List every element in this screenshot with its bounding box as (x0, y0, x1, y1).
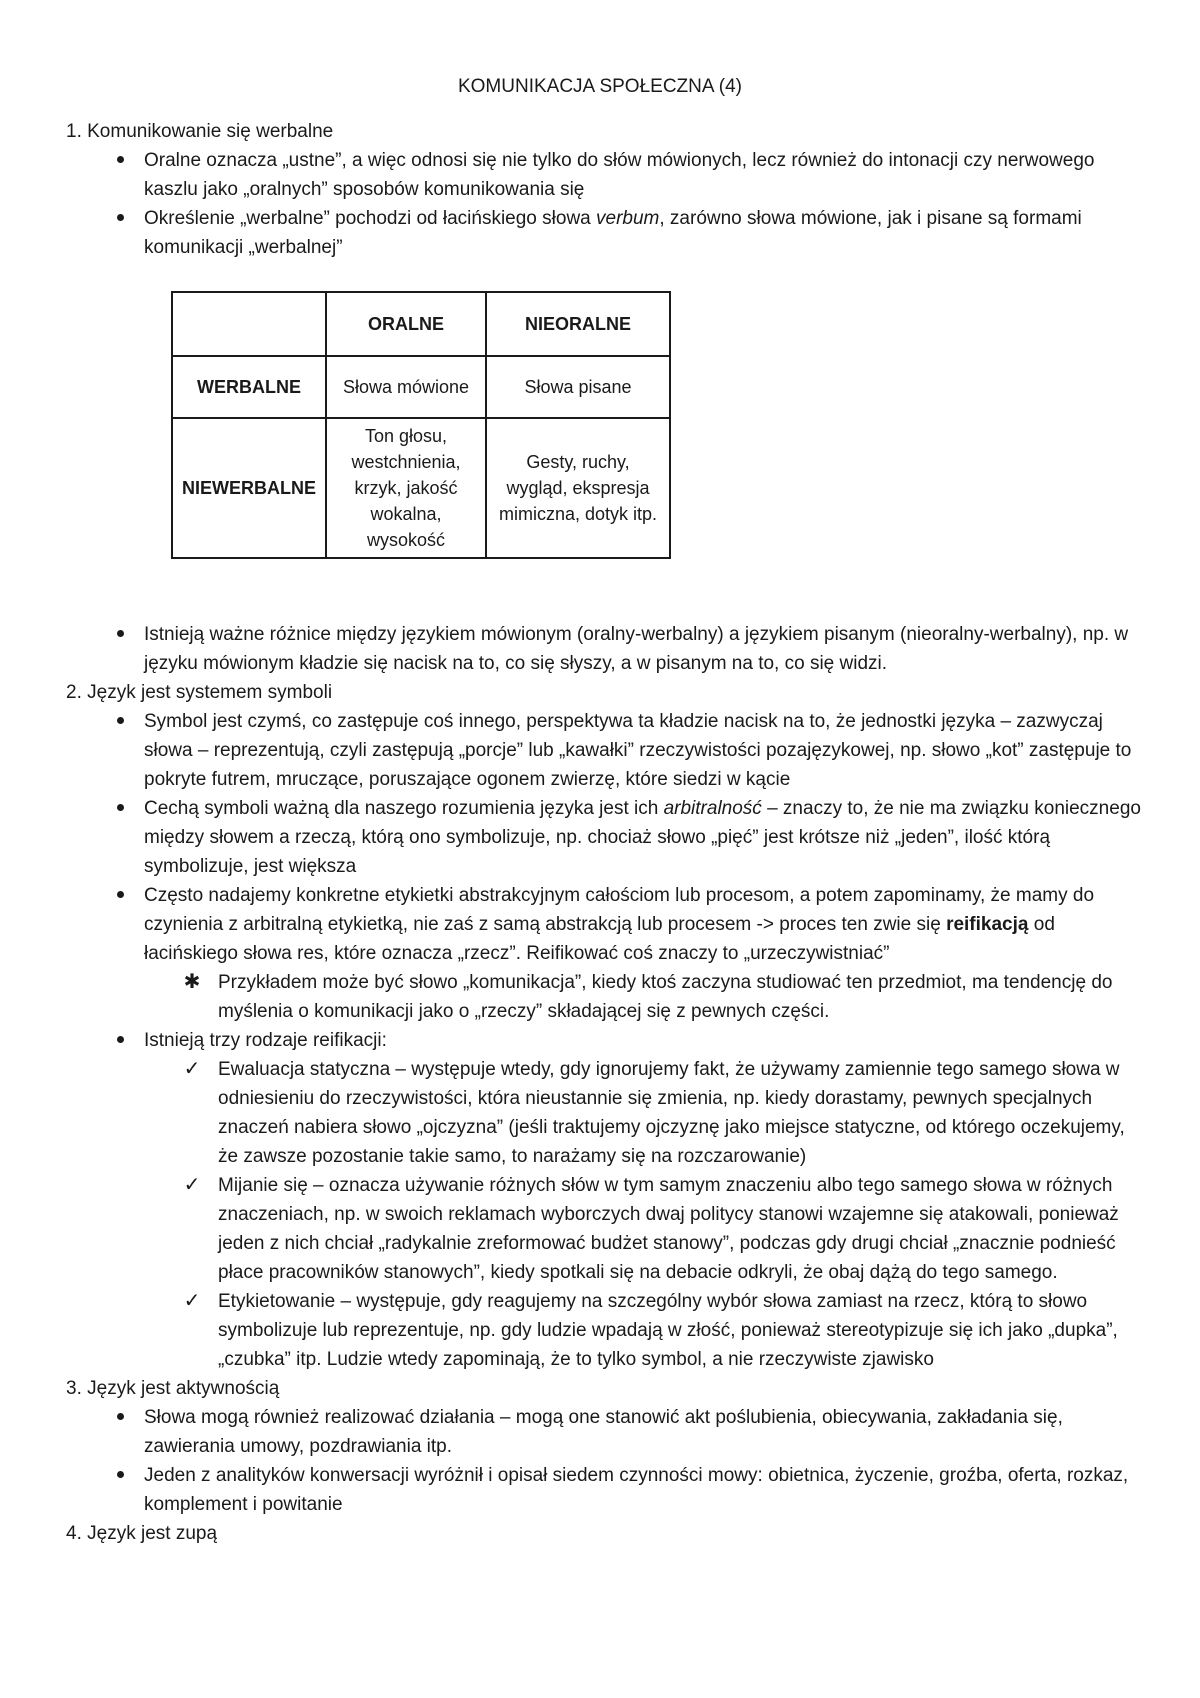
bullet-icon (110, 204, 130, 233)
sub-list-item (66, 1287, 1146, 1374)
section-4-heading: 4. Język jest zupą (66, 1523, 218, 1544)
page-title: KOMUNIKACJA SPOŁECZNA (4) (457, 76, 742, 97)
section-3-heading: 3. Język jest aktywnością (66, 1378, 280, 1399)
list-item-text: Mijanie się – oznacza używanie różnych słów w tym samym znaczeniu albo tego samego słowa w różnych znaczeniach, np. w swoich reklamach wyborczych dwaj politycy stanowi wzajemne się atakowali, ponieważ jeden z nich chciał „radykalnie zreformować budżet stanowy”, podczas gdy drugi chciał „znacznie podnieść płace pracowników stanowych”, kiedy spotkali się na debacie odkryli, że obaj dążą do tego samego. (218, 1175, 1119, 1283)
list-item-text: Przykładem może być słowo „komunikacja”, kiedy ktoś zaczyna studiować ten przedmiot, ma tendencję do myślenia o komunikacji jako o „rzeczy” składającej się z pewnych części. (218, 972, 1113, 1022)
checkmark-icon: ✓ (183, 1174, 201, 1196)
list-item (66, 1026, 1146, 1055)
list-item-text: Etykietowanie – występuje, gdy reagujemy na szczególny wybór słowa zamiast na rzecz, którą to słowo symbolizuje lub reprezentuje, np. gdy ludzie wpadają w złość, ponieważ stereotypizuje się ich jako „dupka”, „czubka” itp. Ludzie wtedy zapominają, że to tylko symbol, a nie rzeczywiste zjawisko (218, 1291, 1118, 1370)
list-item-text: Słowa mogą również realizować działania – mogą one stanowić akt poślubienia, obiecywania, zakładania się, zawierania umowy, pozdrawiania itp. (144, 1407, 1063, 1457)
checkmark-icon: ✓ (183, 1058, 201, 1080)
italic-term: arbitralność (663, 798, 762, 819)
list-item-text: Często nadajemy konkretne etykietki abstrakcyjnym całościom lub procesom, a potem zapominamy, że mamy do czynienia z arbitralną etykietką, nie zaś z samą abstrakcją lub procesem -> proces ten zwie się (144, 885, 1095, 935)
table-cell: Słowa pisane (486, 356, 670, 418)
table-row-header-werbalne: WERBALNE (172, 356, 326, 418)
table-cell: Ton głosu, westchnienia, krzyk, jakość wokalna, wysokość (326, 418, 486, 558)
bold-term: reifikacją (946, 914, 1029, 935)
table-corner-cell (172, 292, 326, 356)
bullet-icon (110, 707, 130, 736)
list-item (66, 204, 1146, 262)
table-cell: Słowa mówione (326, 356, 486, 418)
list-item (66, 1403, 1146, 1461)
list-item (66, 707, 1146, 794)
list-item-text: Określenie „werbalne” pochodzi od łacińskiego słowa (144, 208, 597, 229)
list-item (66, 794, 1146, 881)
section-1-heading: 1. Komunikowanie się werbalne (66, 121, 334, 142)
list-item (66, 146, 1146, 204)
bullet-icon (110, 1461, 130, 1490)
bullet-icon (110, 1403, 130, 1432)
checkmark-icon: ✓ (183, 1290, 201, 1312)
bullet-icon (110, 881, 130, 910)
section-2-heading: 2. Język jest systemem symboli (66, 682, 333, 703)
sub-list-item (66, 968, 1146, 1026)
bullet-icon (110, 620, 130, 649)
bullet-icon (110, 1026, 130, 1055)
table-row-header-niewerbalne: NIEWERBALNE (172, 418, 326, 558)
table-row (172, 356, 670, 418)
section-1-continued (66, 620, 1146, 1548)
table-header-nieoralne: NIEORALNE (486, 292, 670, 356)
asterisk-bullet-icon: ✱ (183, 971, 201, 993)
bullet-icon (110, 146, 130, 175)
list-item-text: Cechą symboli ważną dla naszego rozumienia języka jest ich (144, 798, 664, 819)
list-item (66, 620, 1146, 678)
list-item-text: – znaczy to, że nie ma związku koniecznego między słowem a rzeczą, którą ono symbolizuje, np. chociaż słowo „pięć” jest krótsze niż „jeden”, ilość którą symbolizuje, jest większa (144, 798, 1141, 877)
list-item-text: od łacińskiego słowa res, które oznacza „rzecz”. Reifikować coś znaczy to „urzeczywistniać” (144, 914, 1055, 964)
list-item (66, 1461, 1146, 1519)
list-item-text: , zarówno słowa mówione, jak i pisane są formami komunikacji „werbalnej” (144, 208, 1082, 258)
bullet-icon (110, 794, 130, 823)
list-item (66, 881, 1146, 968)
list-item-text: Symbol jest czymś, co zastępuje coś innego, perspektywa ta kładzie nacisk na to, że jednostki języka – zazwyczaj słowa – reprezentują, czyli zastępują „porcje” lub „kawałki” rzeczywistości pozajęzykowej, np. słowo „kot” zastępuje to pokryte futrem, mruczące, poruszające ogonem zwierzę, które siedzi w kącie (144, 711, 1132, 790)
list-item-text: Istnieją ważne różnice między językiem mówionym (oralny-werbalny) a językiem pisanym (nieoralny-werbalny), np. w języku mówionym kładzie się nacisk na to, co się słyszy, a w pisanym na to, co się widzi. (144, 624, 1129, 674)
list-item-text: Istnieją trzy rodzaje reifikacji: (144, 1030, 387, 1051)
list-item-text: Jeden z analityków konwersacji wyróżnił i opisał siedem czynności mowy: obietnica, życzenie, groźba, oferta, rozkaz, komplement i powitanie (144, 1465, 1129, 1515)
table-row (172, 292, 670, 356)
table-row (172, 418, 670, 558)
table-cell: Gesty, ruchy, wygląd, ekspresja mimiczna, dotyk itp. (486, 418, 670, 558)
sub-list-item (66, 1171, 1146, 1287)
italic-term: verbum (596, 208, 660, 229)
table-header-oralne: ORALNE (326, 292, 486, 356)
list-item-text: Ewaluacja statyczna – występuje wtedy, gdy ignorujemy fakt, że używamy zamiennie tego samego słowa w odniesieniu do rzeczywistości, która nieustannie się zmienia, np. kiedy dorastamy, pewnych specjalnych znaczeń nabiera słowo „ojczyzna” (jeśli traktujemy ojczyznę jako miejsce statyczne, od którego oczekujemy, że zawsze pozostanie takie samo, to narażamy się na rozczarowanie) (218, 1059, 1125, 1167)
comparison-table (171, 291, 671, 559)
sub-list-item (66, 1055, 1146, 1171)
list-item-text: Oralne oznacza „ustne”, a więc odnosi się nie tylko do słów mówionych, lecz również do intonacji czy nerwowego kaszlu jako „oralnych” sposobów komunikowania się (144, 150, 1095, 200)
section-1 (66, 117, 1146, 262)
